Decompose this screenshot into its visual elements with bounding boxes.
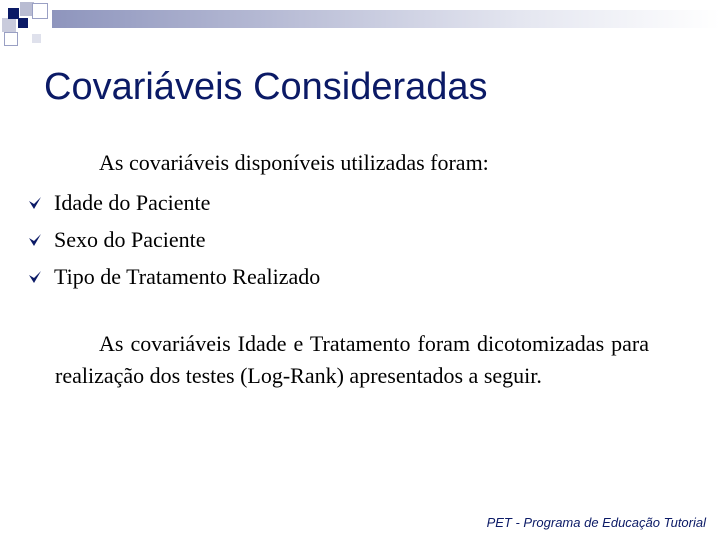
list-item-label: Idade do Paciente: [54, 189, 211, 215]
list-item: [28, 258, 320, 295]
decorative-square: [2, 18, 16, 32]
checkmark-bullet-icon: [28, 233, 42, 247]
list-item: [28, 221, 320, 258]
decorative-square: [32, 3, 48, 19]
list-item-label: Tipo de Tratamento Realizado: [54, 263, 321, 289]
checkmark-bullet-icon: [28, 196, 42, 210]
footer-text: PET - Programa de Educação Tutorial: [486, 515, 706, 530]
list-item: [28, 184, 320, 221]
covariate-list: [28, 184, 320, 295]
header-gradient-bar: [52, 10, 720, 28]
body-paragraph: As covariáveis Idade e Tratamento foram dicotomizadas para realização dos testes (Log-Rank) apresentados a seguir.: [55, 331, 649, 388]
list-item-label: Sexo do Paciente: [54, 226, 206, 252]
slide-title: Covariáveis Consideradas: [44, 66, 488, 108]
intro-text: As covariáveis disponíveis utilizadas foram:: [99, 150, 489, 175]
decorative-square: [4, 32, 18, 46]
decorative-square: [18, 18, 28, 28]
decorative-square: [32, 34, 41, 43]
checkmark-bullet-icon: [28, 270, 42, 284]
